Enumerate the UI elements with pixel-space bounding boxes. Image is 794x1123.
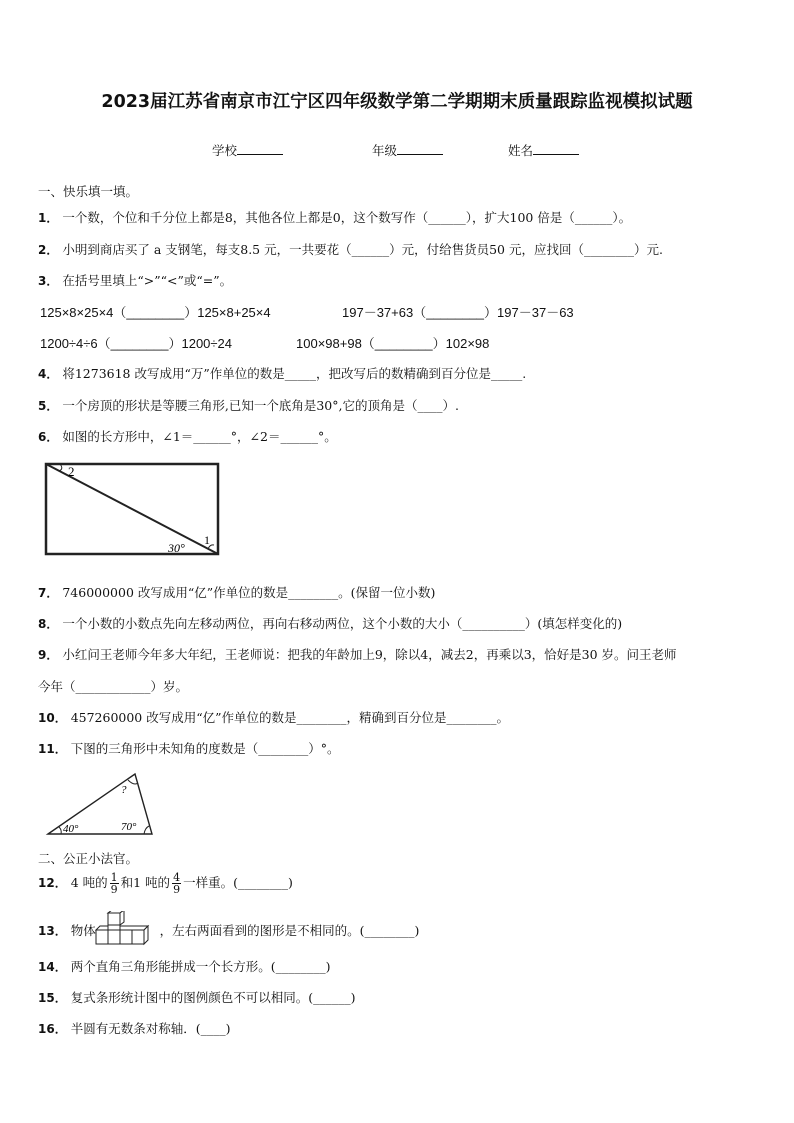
question-text-mid: 和1 吨的	[120, 875, 171, 890]
section-2-heading: 二、公正小法官。	[38, 851, 139, 866]
question-11	[38, 739, 339, 757]
question-15	[38, 988, 355, 1006]
question-text: 两个直角三角形能拼成一个长方形。(________)	[70, 959, 331, 974]
comparison-expression: 100×98+98（________）102×98	[296, 336, 490, 351]
question-text: 复式条形统计图中的图例颜色不可以相同。(______)	[70, 990, 356, 1005]
question-text: 457260000 改写成用“亿”作单位的数是________，精确到百分位是________。	[70, 710, 510, 725]
question-number: 11．	[38, 742, 67, 756]
question-number: 13．	[38, 924, 67, 938]
question-text: 将1273618 改写成用“万”作单位的数是_____，把改写后的数精确到百分位是_____.	[62, 366, 527, 381]
question-number: 14．	[38, 960, 67, 974]
question-number: 6．	[38, 430, 59, 444]
triangle-figure	[44, 770, 156, 838]
fraction-1-9	[110, 872, 119, 895]
question-number: 8．	[38, 617, 59, 631]
angle-2-label: 2	[68, 464, 75, 479]
school-label: 学校	[212, 143, 238, 158]
fraction-numerator: 4	[173, 871, 181, 884]
question-text: 小红问王老师今年多大年纪，王老师说：把我的年龄加上9，除以4，减去2，再乘以3，恰好是30 岁。问王老师	[62, 647, 677, 662]
question-text: 半圆有无数条对称轴．(____)	[70, 1021, 231, 1036]
question-14	[38, 957, 330, 975]
cube-stack-figure	[92, 911, 150, 947]
question-9	[38, 645, 677, 663]
fraction-denominator: 9	[110, 883, 118, 896]
grade-blank	[397, 142, 443, 155]
question-text: 一个数，个位和千分位上都是8，其他各位上都是0，这个数写作（______），扩大100 倍是（______）。	[62, 210, 632, 225]
question-9-continuation: 今年（____________）岁。	[38, 679, 189, 694]
name-blank	[533, 142, 579, 155]
page-title: 2023届江苏省南京市江宁区四年级数学第二学期期末质量跟踪监视模拟试题	[101, 92, 693, 112]
question-number: 15．	[38, 991, 67, 1005]
fraction-denominator: 9	[173, 883, 181, 896]
question-3	[38, 271, 232, 289]
name-field	[508, 141, 579, 159]
angle-1-label: 1	[204, 533, 210, 547]
question-2	[38, 240, 663, 258]
right-angle-label: 70°	[121, 821, 137, 833]
name-label: 姓名	[508, 143, 534, 158]
cube-stack	[96, 911, 148, 944]
school-blank	[237, 142, 283, 155]
question-text: 下图的三角形中未知角的度数是（________）°。	[70, 741, 340, 756]
question-text: 如图的长方形中，∠1＝______°，∠2＝______°。	[62, 429, 337, 444]
question-number: 1．	[38, 211, 59, 225]
question-text-post: 一样重。(________)	[183, 875, 293, 890]
question-number: 4．	[38, 367, 59, 381]
question-number: 7．	[38, 586, 59, 600]
unknown-angle-label: ?	[121, 784, 127, 796]
question-text-pre: 物体	[70, 923, 96, 938]
question-7	[38, 583, 435, 601]
question-number: 10．	[38, 711, 67, 725]
fraction-4-9	[172, 872, 181, 895]
left-angle-arc	[59, 827, 61, 834]
question-number: 2．	[38, 243, 59, 257]
rectangle-figure	[38, 458, 224, 560]
question-10	[38, 708, 509, 726]
question-number: 9．	[38, 648, 59, 662]
school-field	[212, 141, 283, 159]
right-angle-arc	[144, 826, 149, 834]
question-number: 5．	[38, 399, 59, 413]
question-number: 16．	[38, 1022, 67, 1036]
angle-30-label: 30°	[168, 541, 185, 555]
grade-field	[372, 141, 443, 159]
question-4	[38, 364, 526, 382]
question-text: 746000000 改写成用“亿”作单位的数是________。(保留一位小数)	[62, 585, 436, 600]
question-text-post: ，左右两面看到的图形是不相同的。(________)	[159, 923, 420, 938]
grade-label: 年级	[372, 143, 398, 158]
question-text-pre: 4 吨的	[70, 875, 108, 890]
question-1	[38, 208, 631, 226]
question-text: 小明到商店买了 a 支钢笔，每支8.5 元，一共要花（______）元，付给售货员50 元，应找回（________）元.	[62, 242, 663, 257]
question-number: 12．	[38, 876, 67, 890]
left-angle-label: 40°	[63, 823, 79, 835]
comparison-expression: 1200÷4÷6（________）1200÷24	[40, 336, 233, 351]
section-1-heading: 一、快乐填一填。	[38, 184, 139, 199]
question-5	[38, 396, 459, 414]
question-16	[38, 1019, 230, 1037]
question-6	[38, 427, 337, 445]
question-8	[38, 614, 622, 632]
question-12	[38, 872, 293, 895]
question-text: 在括号里填上“>”“<”或“=”。	[62, 273, 233, 288]
comparison-expression: 125×8×25×4（________）125×8+25×4	[40, 305, 271, 320]
comparison-expression: 197－37+63（________）197－37－63	[342, 305, 574, 320]
question-text: 一个小数的小数点先向左移动两位，再向右移动两位，这个小数的大小（__________）(填怎样变化的)	[62, 616, 623, 631]
fraction-numerator: 1	[110, 871, 118, 884]
question-text: 一个房顶的形状是等腰三角形,已知一个底角是30°,它的顶角是（____）.	[62, 398, 459, 413]
question-number: 3．	[38, 274, 59, 288]
